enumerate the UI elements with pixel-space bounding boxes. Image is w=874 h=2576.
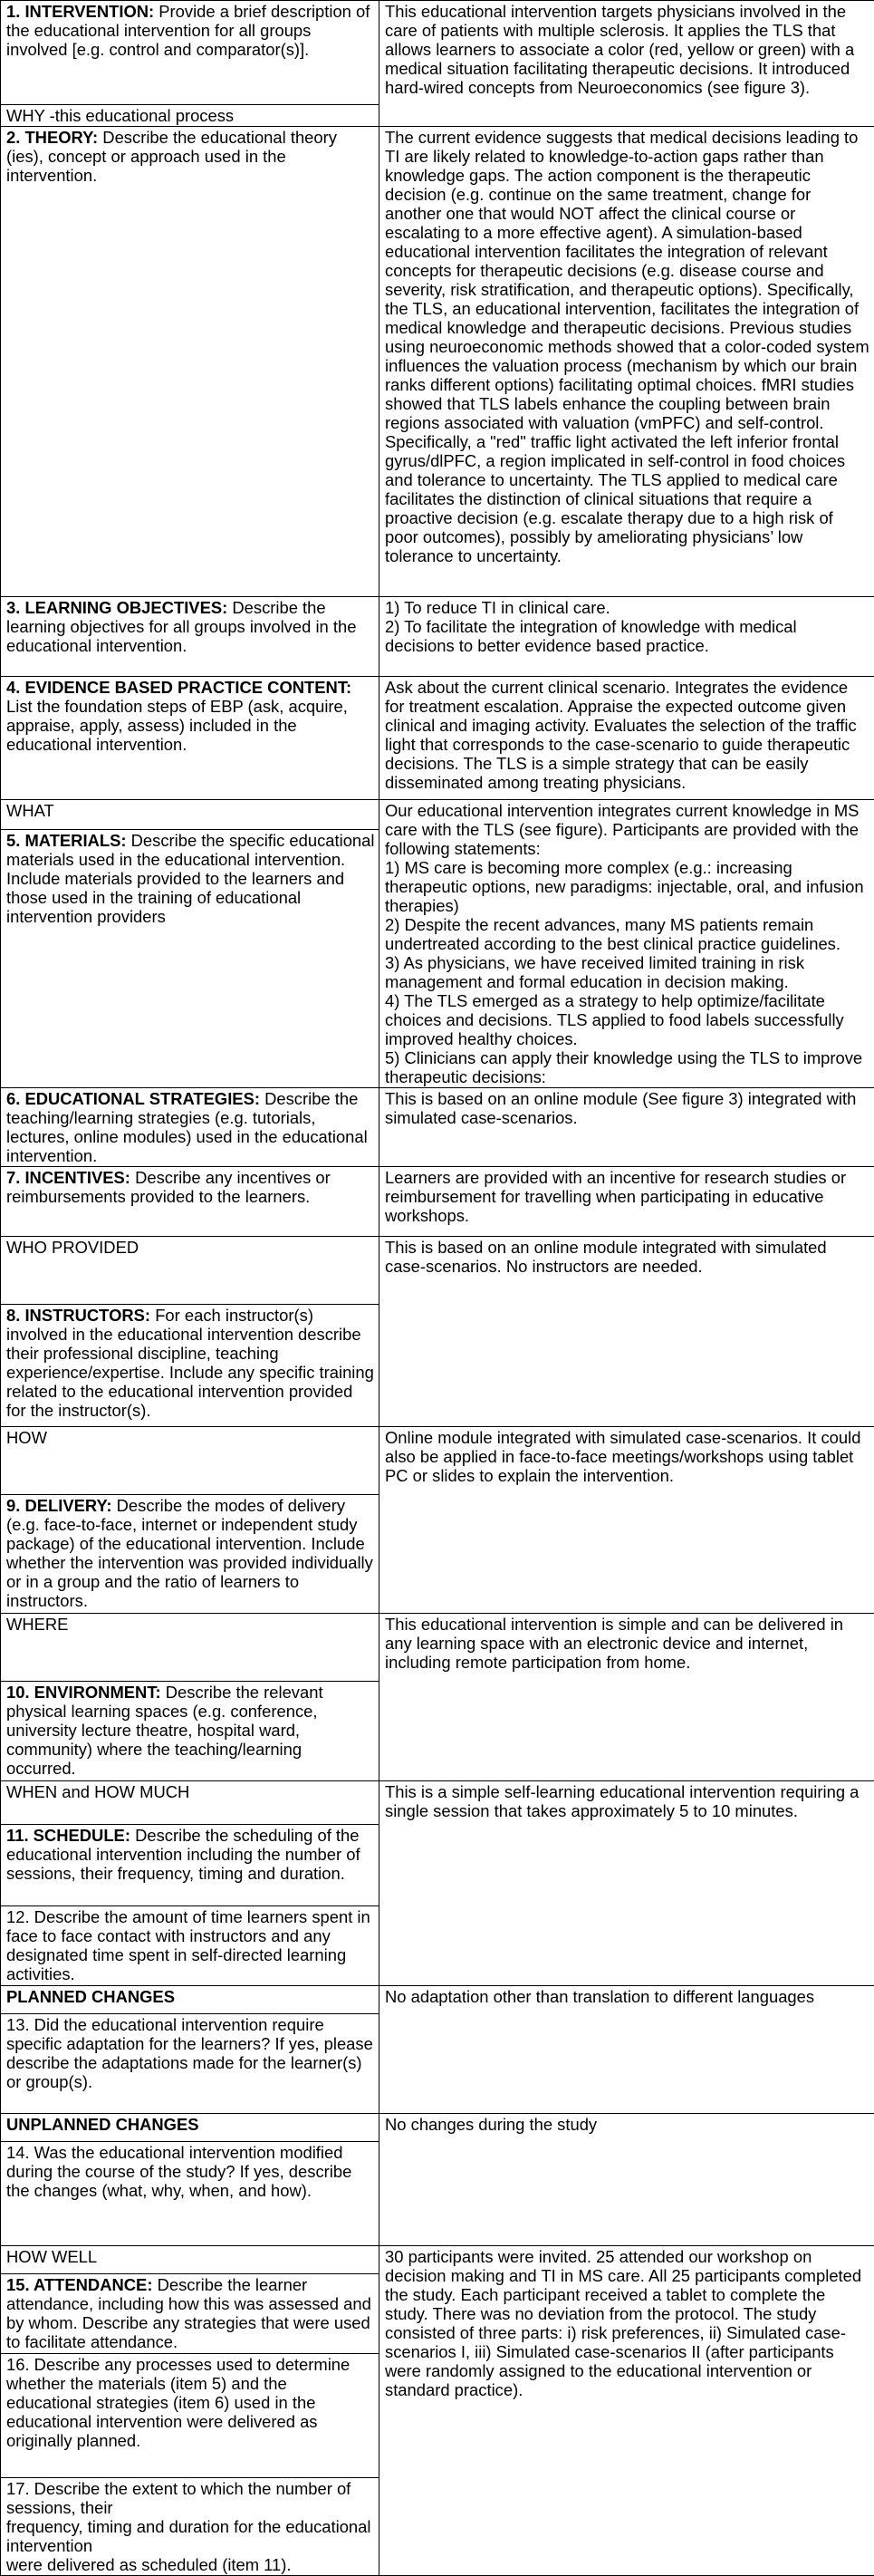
answer-cell [379, 1986, 874, 2114]
item-cell [1, 1495, 379, 1614]
section-title: HOW [6, 1428, 47, 1447]
section-header [1, 1427, 379, 1495]
item-label: 8. INSTRUCTORS: [6, 1306, 150, 1325]
answer-text: 30 participants were invited. 25 attended our workshop on decision making and TI in MS care. All 25 participants completed the study. Each participant received a tablet to complete the study. There was no deviation from the protocol. The study consisted of three parts: i) risk preferences, ii) Simulated case-scenarios I, iii) Simulated case-scenarios II (after participants were randomly assigned to the educational intervention or standard practice). [385, 2247, 861, 2399]
answer-line: 5) Clinicians can apply their knowledge using the TLS to improve therapeutic decisions: [385, 1048, 870, 1086]
answer-line: 2) To facilitate the integration of knowledge with medical decisions to better evidence based practice. [385, 617, 870, 655]
answer-cell [379, 2246, 874, 2576]
section-title: WHO PROVIDED [6, 1238, 139, 1257]
section-title: WHAT [6, 801, 54, 820]
table-row [1, 1167, 874, 1237]
answer-text: This educational intervention is simple and can be delivered in any learning space with an electronic device and internet, including remote participation from home. [385, 1615, 843, 1672]
item-label: 7. INCENTIVES: [6, 1168, 130, 1187]
item-description: 13. Did the educational intervention require specific adaptation for the learners? If yes, please describe the adaptations made for the learner(s) or group(s). [6, 2015, 373, 2091]
section-title: WHERE [6, 1615, 68, 1634]
answer-cell [379, 1614, 874, 1781]
answer-cell [379, 1781, 874, 1986]
item-label: 6. EDUCATIONAL STRATEGIES: [6, 1089, 260, 1108]
section-header [1, 1237, 379, 1305]
table-row [1, 1088, 874, 1167]
item-cell [1, 1, 379, 105]
answer-line: 1) MS care is becoming more complex (e.g.: increasing therapeutic options, new paradigms: injectable, oral, and infusion therapies) [385, 858, 870, 915]
item-description: Describe the learner attendance, including how this was assessed and by whom. Describe any strategies that were used to facilitate attendance. [6, 2275, 371, 2351]
table-row [1, 1, 874, 105]
item-description: Describe the educational theory (ies), concept or approach used in the intervention. [6, 128, 337, 185]
section-header [1, 105, 379, 127]
answer-text: No adaptation other than translation to different languages [385, 1987, 814, 2006]
answer-text: This educational intervention targets physicians involved in the care of patients with multiple sclerosis. It applies the TLS that allows learners to associate a color (red, yellow or green) with a medical situation facilitating therapeutic decisions. It introduced hard-wired concepts from Neuroeconomics (see figure 3). [385, 2, 854, 97]
section-header [1, 2246, 379, 2274]
item-description: Describe the teaching/learning strategies (e.g. tutorials, lectures, online modules) used in the educational intervention. [6, 1089, 368, 1165]
item-cell [1, 2478, 379, 2576]
item-cell [1, 1682, 379, 1781]
item-description: List the foundation steps of EBP (ask, acquire, appraise, apply, assess) included in the educational intervention. [6, 697, 348, 754]
table-row [1, 597, 874, 677]
item-description: Describe the specific educational materials used in the educational intervention. Include materials provided to the learners and those used in the training of educational intervention providers [6, 831, 374, 926]
item-description: 14. Was the educational intervention modified during the course of the study? If yes, describe the changes (what, why, when, and how). [6, 2143, 351, 2200]
item-cell [1, 677, 379, 800]
answer-cell [379, 2114, 874, 2246]
item-cell [1, 2014, 379, 2114]
section-header [1, 800, 379, 830]
answer-text: This is based on an online module (See figure 3) integrated with simulated case-scenarios. [385, 1089, 856, 1127]
item-cell [1, 2354, 379, 2478]
item-cell [1, 1167, 379, 1237]
section-header [1, 2114, 379, 2142]
section-title: WHEN and HOW MUCH [6, 1782, 189, 1801]
item-description: For each instructor(s) involved in the educational intervention describe their professional discipline, teaching experience/expertise. Include any specific training related to the educational intervention provided for the instructor(s). [6, 1306, 374, 1420]
answer-line: 2) Despite the recent advances, many MS patients remain undertreated according to the best clinical practice guidelines. [385, 915, 870, 953]
answer-text: Learners are provided with an incentive for research studies or reimbursement for travelling when participating in educative workshops. [385, 1168, 846, 1225]
section-title: HOW WELL [6, 2247, 97, 2266]
answer-cell [379, 1237, 874, 1427]
item-cell [1, 1906, 379, 1986]
table-row [1, 677, 874, 800]
item-label: 1. INTERVENTION: [6, 2, 154, 21]
answer-cell [379, 1088, 874, 1167]
item-label: 9. DELIVERY: [6, 1496, 112, 1515]
table-row [1, 1614, 874, 1682]
item-description: 12. Describe the amount of time learners spent in face to face contact with instructors and any designated time spent in self-directed learning activities. [6, 1907, 370, 1983]
item-cell [1, 830, 379, 1088]
item-label: 5. MATERIALS: [6, 831, 126, 850]
answer-line: 1) To reduce TI in clinical care. [385, 598, 870, 617]
item-description: Provide a brief description of the educational intervention for all groups involved [e.g. control and comparator(s)]. [6, 2, 370, 59]
item-cell [1, 127, 379, 597]
answer-line: 4) The TLS emerged as a strategy to help optimize/facilitate choices and decisions. TLS applied to food labels successfully improved healthy choices. [385, 991, 870, 1048]
item-description: 16. Describe any processes used to determine whether the materials (item 5) and the educational strategies (item 6) used in the educational intervention were delivered as originally planned. [6, 2355, 350, 2450]
section-title: UNPLANNED CHANGES [6, 2115, 199, 2134]
table-row [1, 1427, 874, 1495]
section-header [1, 1781, 379, 1825]
item-label: 11. SCHEDULE: [6, 1826, 130, 1845]
table-row [1, 1781, 874, 1825]
item-description: Describe any incentives or reimbursements provided to the learners. [6, 1168, 331, 1206]
answer-text: No changes during the study [385, 2115, 597, 2134]
table-row [1, 1986, 874, 2014]
answer-line: Our educational intervention integrates current knowledge in MS care with the TLS (see figure). Participants are provided with the following statements: [385, 801, 870, 858]
answer-text: This is based on an online module integrated with simulated case-scenarios. No instructors are needed. [385, 1238, 827, 1276]
answer-cell [379, 1427, 874, 1614]
item-cell [1, 1825, 379, 1906]
table-row [1, 2246, 874, 2274]
table-row [1, 1237, 874, 1305]
table-row [1, 800, 874, 830]
table-row [1, 2114, 874, 2142]
item-cell [1, 597, 379, 677]
item-cell [1, 1305, 379, 1427]
answer-text: Ask about the current clinical scenario. Integrates the evidence for treatment escalation. Appraise the expected outcome given clinical and imaging activity. Evaluates the selection of the traffic light that corresponds to the case-scenario to guide therapeutic decisions. The TLS is a simple strategy that can be easily disseminated among treating physicians. [385, 678, 857, 792]
item-description: Describe the learning objectives for all groups involved in the educational intervention. [6, 598, 356, 655]
item-line: were delivered as scheduled (item 11). [6, 2555, 375, 2574]
item-line: 17. Describe the extent to which the number of sessions, their [6, 2479, 375, 2517]
item-description: Describe the modes of delivery (e.g. face-to-face, internet or independent study package) of the educational intervention. Include whether the intervention was provided individually or in a group and the ratio of learners to instructors. [6, 1496, 373, 1610]
answer-cell [379, 597, 874, 677]
answer-cell [379, 1, 874, 127]
section-header [1, 1614, 379, 1682]
item-cell [1, 2274, 379, 2354]
item-description: Describe the scheduling of the educational intervention including the number of sessions, their frequency, timing and duration. [6, 1826, 360, 1883]
answer-cell [379, 800, 874, 1088]
table-row [1, 127, 874, 597]
answer-line: 3) As physicians, we have received limited training in risk management and formal education in decision making. [385, 953, 870, 991]
answer-cell [379, 127, 874, 597]
answer-cell [379, 677, 874, 800]
item-cell [1, 2142, 379, 2246]
section-title: WHY -this educational process [6, 106, 234, 125]
answer-cell [379, 1167, 874, 1237]
answer-text: Online module integrated with simulated case-scenarios. It could also be applied in face-to-face meetings/workshops using tablet PC or slides to explain the intervention. [385, 1428, 860, 1485]
item-label: 10. ENVIRONMENT: [6, 1683, 161, 1702]
item-label: 4. EVIDENCE BASED PRACTICE CONTENT: [6, 678, 351, 697]
answer-text: The current evidence suggests that medical decisions leading to TI are likely related to knowledge-to-action gaps rather than knowledge gaps. The action component is the therapeutic decision (e.g. continue on the same treatment, change for another one that would NOT affect the clinical course or escalating to a more effective agent). A simulation-based educational intervention facilitates the integration of relevant concepts for therapeutic decisions (e.g. disease course and severity, risk stratification, and therapeutic options). Specifically, the TLS, an educational intervention, facilitates the integration of medical knowledge and therapeutic decisions. Previous studies using neuroeconomic methods showed that a color-coded system influences the valuation process (mechanism by which our brain ranks different options) facilitating optimal choices. fMRI studies showed that TLS labels enhance the coupling between brain regions associated with valuation (vmPFC) and self-control. Specifically, a "red" traffic light activated the left inferior frontal gyrus/dlPFC, a region implicated in self-control in food choices and tolerance to uncertainty. The TLS applied to medical care facilitates the distinction of clinical situations that require a proactive decision (e.g. escalate therapy due to a high risk of poor outcomes), possibly by ameliorating physicians’ low tolerance to uncertainty. [385, 128, 869, 565]
item-description: Describe the relevant physical learning spaces (e.g. conference, university lecture theatre, hospital ward, community) where the teaching/learning occurred. [6, 1683, 323, 1778]
section-title: PLANNED CHANGES [6, 1987, 175, 2006]
item-cell [1, 1088, 379, 1167]
item-line: frequency, timing and duration for the educational intervention [6, 2517, 375, 2555]
answer-text: This is a simple self-learning educational intervention requiring a single session that takes approximately 5 to 10 minutes. [385, 1782, 859, 1820]
item-label: 3. LEARNING OBJECTIVES: [6, 598, 227, 617]
item-label: 15. ATTENDANCE: [6, 2275, 152, 2294]
item-label: 2. THEORY: [6, 128, 98, 147]
section-header [1, 1986, 379, 2014]
